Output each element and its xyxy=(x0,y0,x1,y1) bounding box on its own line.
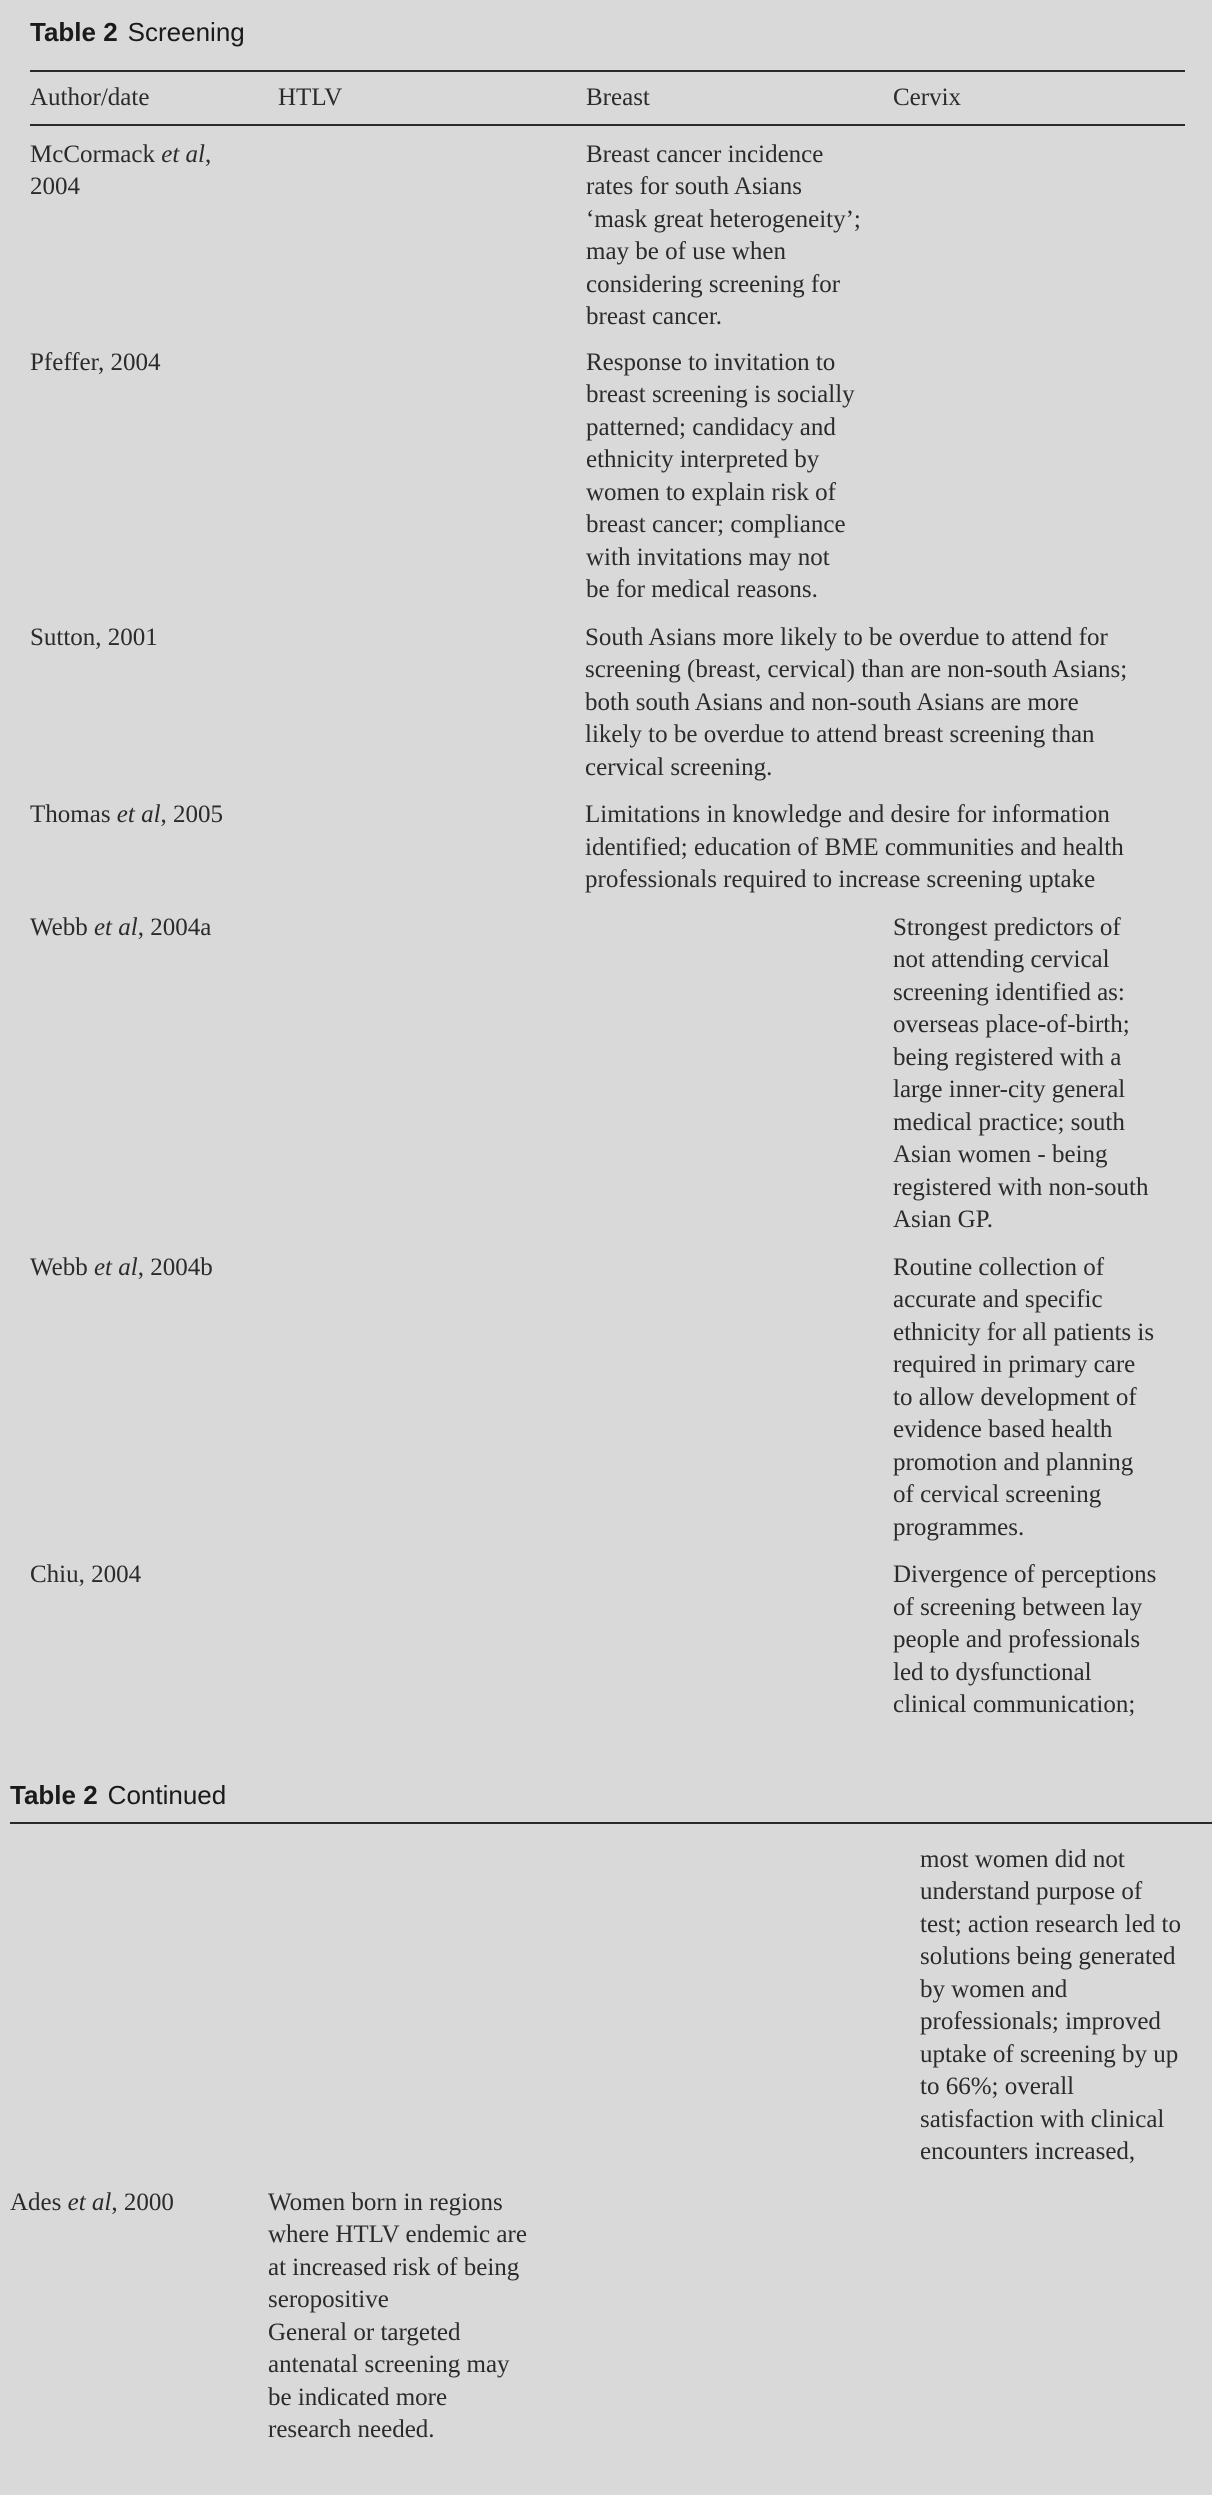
column-header-htlv: HTLV xyxy=(278,84,343,111)
cervix-cell: Divergence of perceptions of screening between lay people and professionals led to dysfunctional clinical communication; xyxy=(893,1561,1157,1718)
htlv-cell xyxy=(278,622,585,785)
column-header-author-date: Author/date xyxy=(30,84,150,111)
cervix-cell: Strongest predictors of not attending cervical screening identified as: overseas place-of-birth; being registered with a large inner-city general medical practice; south Asian women - being registered with non-south Asian GP. xyxy=(893,913,1149,1233)
cervix-cell xyxy=(893,347,1185,607)
cervix-cell: Routine collection of accurate and specific ethnicity for all patients is required in primary care to allow development of evidence based health promotion and planning of cervical screening programmes. xyxy=(893,1253,1155,1541)
author-cell: Pfeffer, 2004 xyxy=(30,348,161,376)
table-number: Table 2 xyxy=(30,17,118,47)
cervix-cell xyxy=(893,139,1185,334)
table-2-continued xyxy=(10,1760,1212,2447)
author-cell: Webb et al, 2004a xyxy=(30,913,212,941)
table-row xyxy=(30,912,1185,1237)
breast-cell: Response to invitation to breast screening is socially patterned; candidacy and ethnicity interpreted by women to explain risk of breast cancer; compliance with invitations may not be for medical reasons. xyxy=(586,348,855,603)
author-cell: Chiu, 2004 xyxy=(30,1561,142,1588)
breast-cervix-cell: South Asians more likely to be overdue to attend for screening (breast, cervical) than are non-south Asians; both south Asians and non-south Asians are more likely to be overdue to attend breast screening than cervical screening. xyxy=(585,623,1128,781)
author-cell xyxy=(10,1844,268,2169)
author-cell: McCormack et al, 2004 xyxy=(30,140,212,200)
column-header-cervix: Cervix xyxy=(893,84,962,111)
breast-cell xyxy=(586,1252,893,1545)
breast-cell xyxy=(586,1559,893,1722)
table-header-row xyxy=(30,72,1185,124)
htlv-cell xyxy=(278,1559,586,1722)
htlv-cell xyxy=(278,139,586,334)
author-cell: Sutton, 2001 xyxy=(30,623,158,651)
table-caption xyxy=(30,0,1185,70)
author-cell: Thomas et al, 2005 xyxy=(30,801,224,828)
table-number: Table 2 xyxy=(10,1780,98,1810)
table-row xyxy=(30,1559,1185,1722)
top-rule xyxy=(10,1822,1212,1824)
cervix-cell: most women did not understand purpose of test; action research led to solutions being generated by women and professionals; improved uptake of screening by up to 66%; overall satisfaction with clinical encounters increased, xyxy=(920,1845,1181,2165)
table-row xyxy=(30,347,1185,607)
cervix-cell xyxy=(920,2187,1212,2447)
table-row xyxy=(10,1844,1212,2169)
table-caption-continued xyxy=(10,1760,1212,1820)
htlv-cell xyxy=(278,912,586,1237)
htlv-cell xyxy=(268,1844,583,2169)
table-row xyxy=(30,622,1185,785)
htlv-cell: Women born in regions where HTLV endemic are at increased risk of being seropositive General or targeted antenatal screening may be indicated more research needed. xyxy=(268,2188,527,2443)
table-row xyxy=(10,2187,1212,2447)
breast-cell xyxy=(583,1844,920,2169)
author-cell: Webb et al, 2004b xyxy=(30,1253,213,1281)
table-row xyxy=(30,799,1185,897)
htlv-cell xyxy=(278,1252,586,1545)
breast-cell xyxy=(586,912,893,1237)
table-row xyxy=(30,139,1185,334)
table-title: Screening xyxy=(127,17,245,47)
header-rule xyxy=(30,124,1185,126)
table-title-continued: Continued xyxy=(107,1780,227,1810)
breast-cervix-cell: Limitations in knowledge and desire for information identified; education of BME communities and health professionals required to increase screening uptake xyxy=(585,801,1124,893)
table-row xyxy=(30,1252,1185,1545)
htlv-cell xyxy=(278,347,586,607)
column-header-breast: Breast xyxy=(586,84,650,111)
table-2 xyxy=(30,0,1185,1722)
author-cell: Ades et al, 2000 xyxy=(10,2188,174,2216)
breast-cell xyxy=(583,2187,920,2447)
htlv-cell xyxy=(278,799,585,897)
breast-cell: Breast cancer incidence rates for south Asians ‘mask great heterogeneity’; may be of use when considering screening for breast cancer. xyxy=(586,140,861,330)
